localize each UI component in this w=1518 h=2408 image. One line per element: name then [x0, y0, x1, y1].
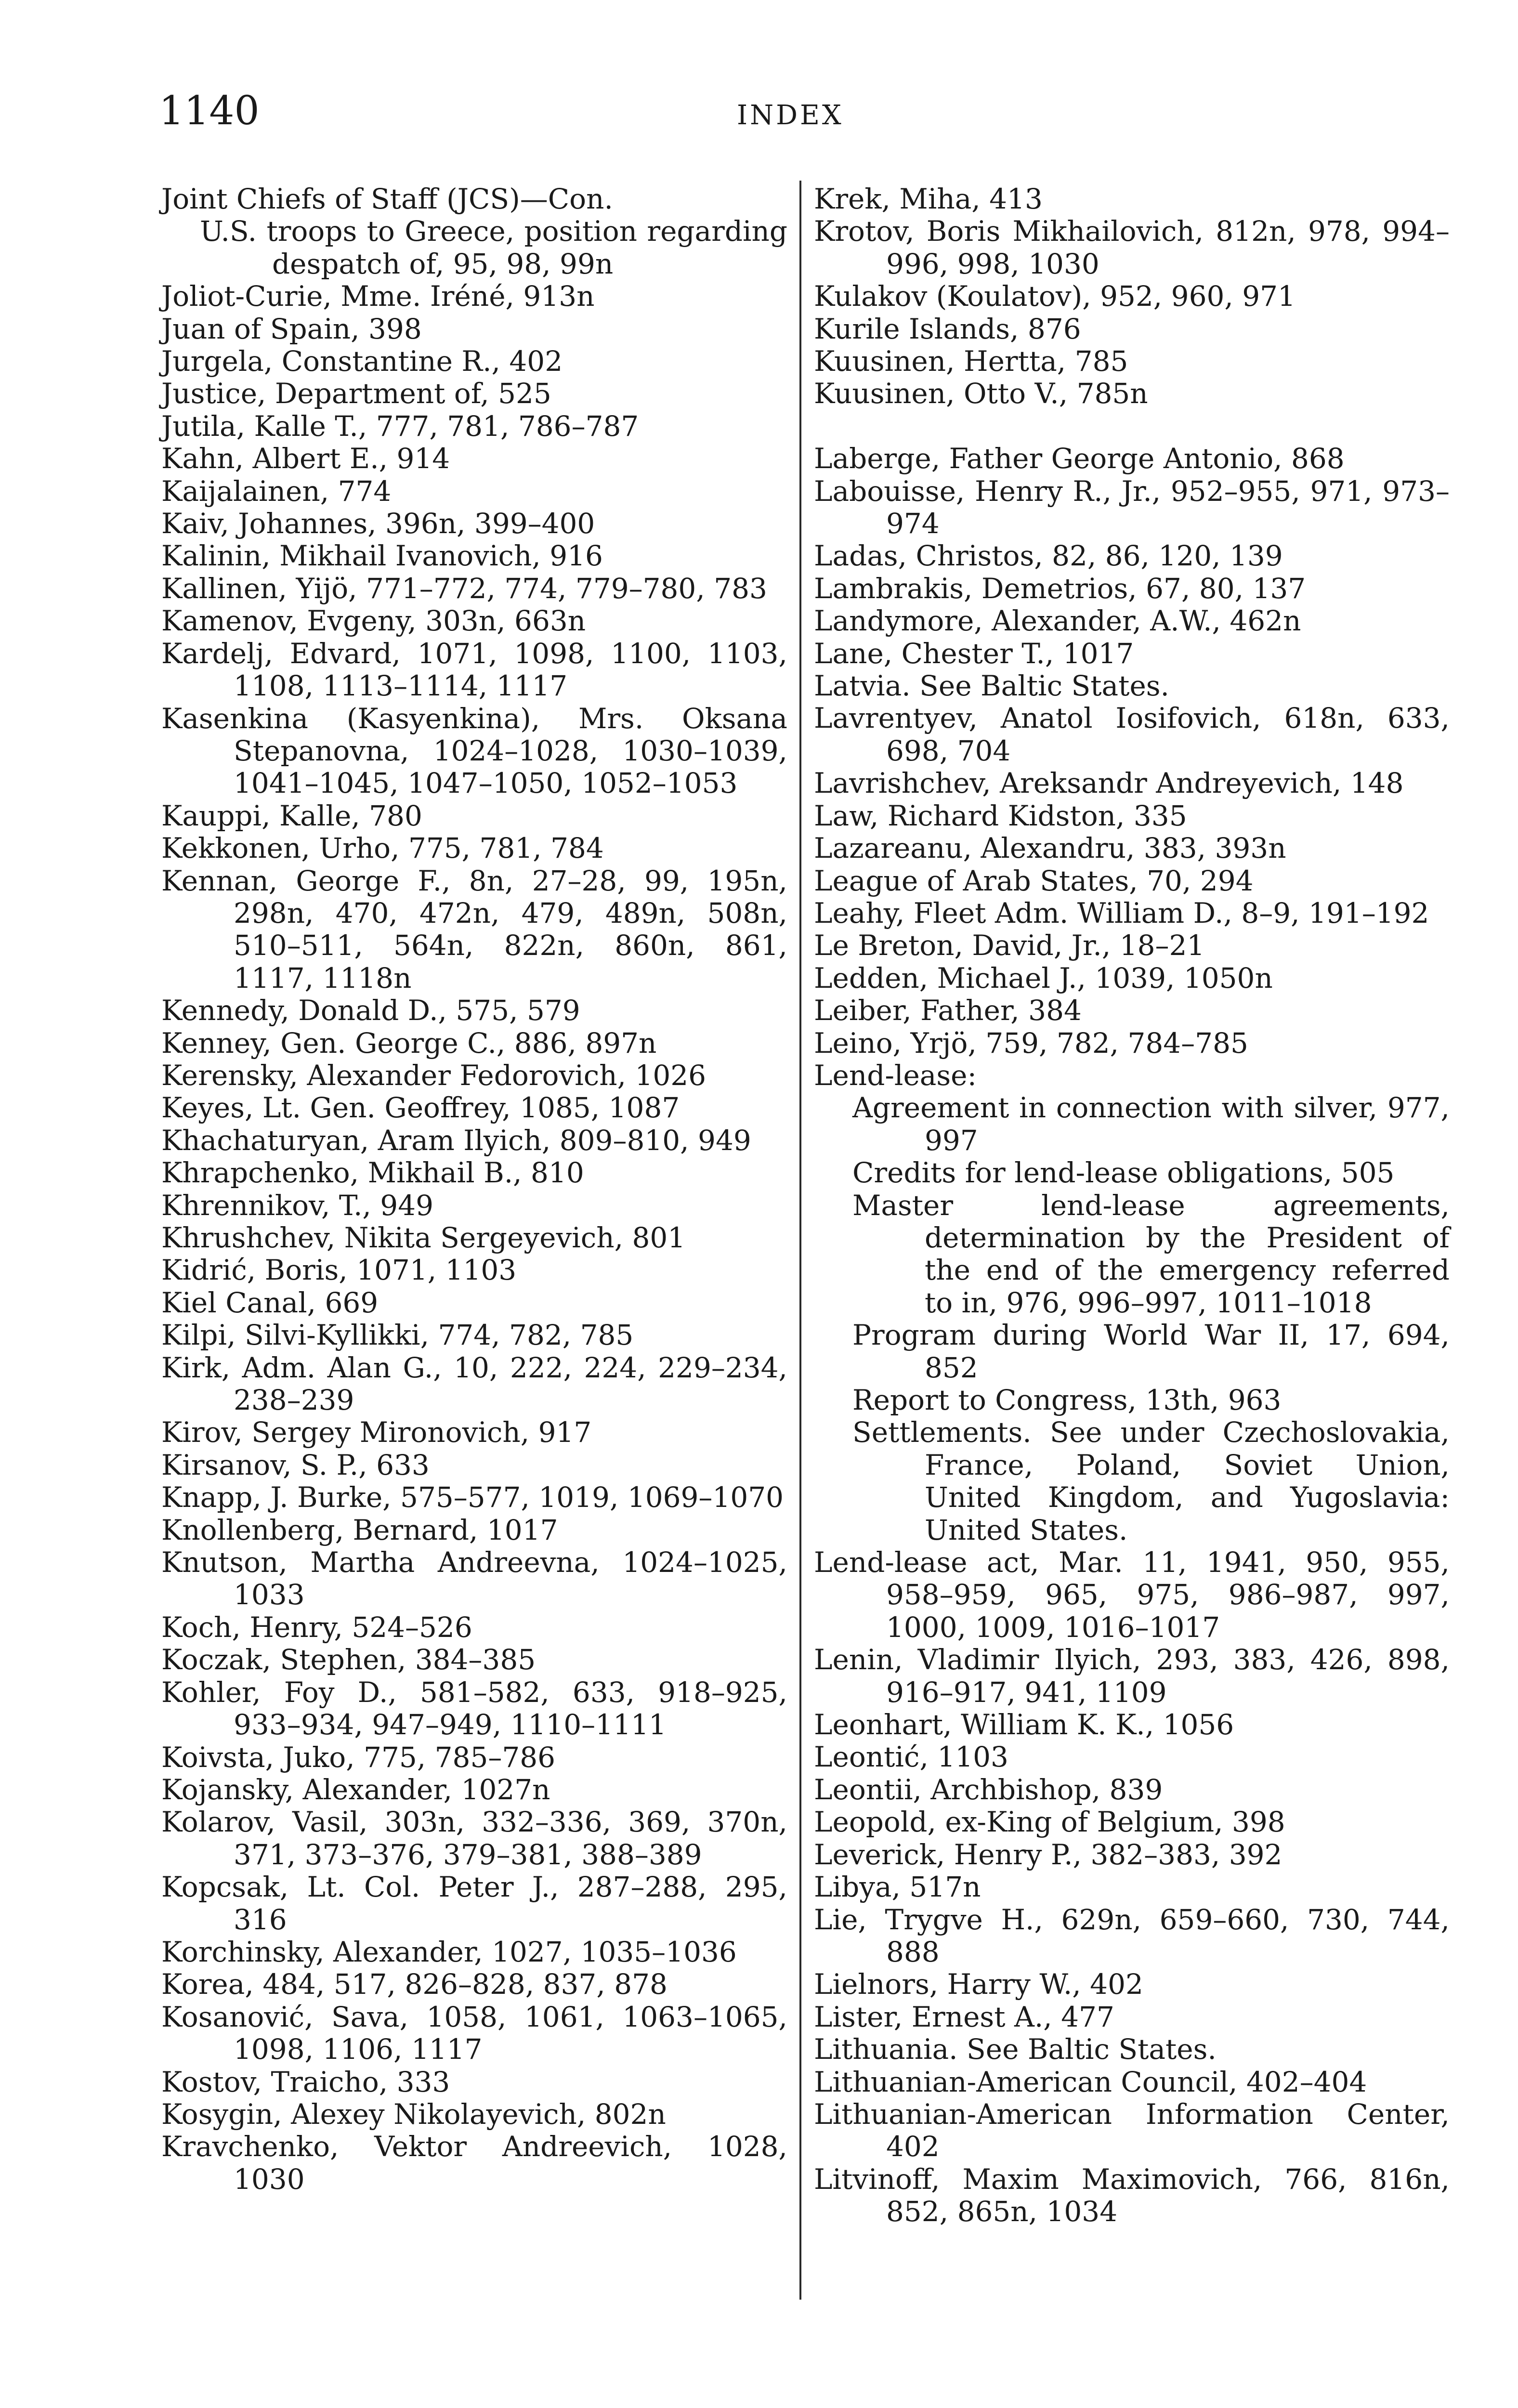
index-entry: Koch, Henry, 524–526: [161, 1610, 472, 1644]
index-entry: Lavrishchev, Areksandr Andreyevich, 148: [814, 767, 1404, 800]
index-entry: Knollenberg, Bernard, 1017: [161, 1513, 558, 1546]
index-entry: Kohler, Foy D., 581–582, 633, 918–925, 933–934, 947–949, 1110–1111: [161, 1675, 787, 1741]
index-subentry: Report to Congress, 13th, 963: [852, 1384, 1282, 1417]
index-subentry: Agreement in connection with silver, 977, 997: [852, 1091, 1450, 1157]
index-entry: Laberge, Father George Antonio, 868: [814, 442, 1345, 475]
column-divider: [799, 181, 801, 2300]
index-entry: Kirsanov, S. P., 633: [161, 1448, 430, 1481]
index-entry: Kravchenko, Vektor Andreevich, 1028, 1030: [161, 2130, 787, 2196]
index-entry: League of Arab States, 70, 294: [814, 864, 1254, 897]
running-head: INDEX: [737, 100, 844, 131]
page-number: 1140: [159, 88, 260, 134]
index-entry: Kerensky, Alexander Fedorovich, 1026: [161, 1059, 707, 1092]
index-entry: Knutson, Martha Andreevna, 1024–1025, 1033: [161, 1546, 787, 1611]
index-entry: Lielnors, Harry W., 402: [814, 1968, 1143, 2001]
index-entry: Kopcsak, Lt. Col. Peter J., 287–288, 295, 316: [161, 1871, 787, 1936]
index-entry: Kilpi, Silvi-Kyllikki, 774, 782, 785: [161, 1319, 634, 1352]
index-entry: Lenin, Vladimir Ilyich, 293, 383, 426, 898, 916–917, 941, 1109: [814, 1643, 1450, 1709]
index-entry: Kirk, Adm. Alan G., 10, 222, 224, 229–234, 238–239: [161, 1351, 787, 1417]
index-entry: Leahy, Fleet Adm. William D., 8–9, 191–192: [814, 896, 1429, 929]
index-entry: Leonhart, William K. K., 1056: [814, 1708, 1234, 1741]
index-entry: Kosanović, Sava, 1058, 1061, 1063–1065, 1098, 1106, 1117: [161, 2000, 787, 2066]
index-entry: Lavrentyev, Anatol Iosifovich, 618n, 633, 698, 704: [814, 702, 1450, 767]
index-entry: Justice, Department of, 525: [161, 377, 551, 410]
index-entry: Kuusinen, Hertta, 785: [814, 345, 1128, 378]
index-entry: Khrapchenko, Mikhail B., 810: [161, 1156, 584, 1190]
index-entry: Juan of Spain, 398: [161, 312, 422, 345]
index-entry: Latvia. See Baltic States.: [814, 669, 1169, 703]
index-entry: Ladas, Christos, 82, 86, 120, 139: [814, 539, 1283, 573]
index-entry: Leopold, ex-King of Belgium, 398: [814, 1806, 1285, 1839]
index-entry: Kurile Islands, 876: [814, 312, 1081, 345]
index-entry: Kulakov (Koulatov), 952, 960, 971: [814, 280, 1296, 313]
index-entry: Krotov, Boris Mikhailovich, 812n, 978, 994–996, 998, 1030: [814, 215, 1450, 280]
index-entry: Lie, Trygve H., 629n, 659–660, 730, 744, 888: [814, 1903, 1450, 1968]
index-entry: Khrushchev, Nikita Sergeyevich, 801: [161, 1221, 686, 1254]
index-entry: Kardelj, Edvard, 1071, 1098, 1100, 1103, 1108, 1113–1114, 1117: [161, 637, 787, 703]
index-subentry: Master lend-lease agreements, determination by the President of the end of the emergency referred to in, 976, 996–997, 1011–1018: [852, 1189, 1450, 1319]
index-entry: Kenney, Gen. George C., 886, 897n: [161, 1026, 657, 1060]
index-entry: Jurgela, Constantine R., 402: [161, 345, 563, 378]
index-subentry: Settlements. See under Czechoslovakia, France, Poland, Soviet Union, United Kingdom, and Yugoslavia: United States.: [852, 1416, 1450, 1546]
index-entry: Lithuania. See Baltic States.: [814, 2033, 1217, 2066]
index-column-right: [814, 183, 1450, 2228]
index-entry: Leino, Yrjö, 759, 782, 784–785: [814, 1026, 1248, 1060]
index-entry: Lister, Ernest A., 477: [814, 2000, 1114, 2033]
index-entry: Kalinin, Mikhail Ivanovich, 916: [161, 539, 603, 573]
index-entry: Kidrić, Boris, 1071, 1103: [161, 1254, 517, 1287]
index-entry: Landymore, Alexander, A.W., 462n: [814, 604, 1301, 638]
index-subentry: U.S. troops to Greece, position regarding despatch of, 95, 98, 99n: [200, 215, 787, 280]
index-entry: Koczak, Stephen, 384–385: [161, 1643, 536, 1676]
index-entry: Litvinoff, Maxim Maximovich, 766, 816n, 852, 865n, 1034: [814, 2162, 1450, 2228]
index-entry: Kostov, Traicho, 333: [161, 2065, 450, 2098]
index-subentry: Program during World War II, 17, 694, 852: [852, 1319, 1450, 1384]
index-entry: Kojansky, Alexander, 1027n: [161, 1773, 550, 1806]
index-subentry: Credits for lend-lease obligations, 505: [852, 1156, 1395, 1190]
index-entry: Kauppi, Kalle, 780: [161, 799, 422, 832]
index-entry: Kennedy, Donald D., 575, 579: [161, 994, 580, 1027]
index-entry: Kolarov, Vasil, 303n, 332–336, 369, 370n, 371, 373–376, 379–381, 388–389: [161, 1806, 787, 1871]
index-entry: Labouisse, Henry R., Jr., 952–955, 971, 973–974: [814, 474, 1450, 540]
index-entry: Jutila, Kalle T., 777, 781, 786–787: [161, 409, 639, 443]
index-entry: Kuusinen, Otto V., 785n: [814, 377, 1148, 410]
index-entry: Le Breton, David, Jr., 18–21: [814, 929, 1205, 962]
index-entry: Law, Richard Kidston, 335: [814, 799, 1187, 832]
index-entry: Lend-lease:: [814, 1059, 977, 1092]
index-entry: Kosygin, Alexey Nikolayevich, 802n: [161, 2097, 666, 2131]
index-entry: Kiel Canal, 669: [161, 1286, 379, 1319]
index-entry: Kekkonen, Urho, 775, 781, 784: [161, 832, 604, 865]
index-entry: Lithuanian-American Information Center, 402: [814, 2097, 1450, 2163]
index-entry: Leiber, Father, 384: [814, 994, 1082, 1027]
index-entry: Kaijalainen, 774: [161, 474, 392, 508]
index-entry: Leontić, 1103: [814, 1741, 1008, 1774]
index-entry: Kamenov, Evgeny, 303n, 663n: [161, 604, 586, 638]
index-entry: Leverick, Henry P., 382–383, 392: [814, 1838, 1282, 1871]
index-entry: Lambrakis, Demetrios, 67, 80, 137: [814, 572, 1306, 605]
index-entry: Kallinen, Yijö, 771–772, 774, 779–780, 783: [161, 572, 767, 605]
index-entry: Lane, Chester T., 1017: [814, 637, 1134, 670]
index-entry: Khachaturyan, Aram Ilyich, 809–810, 949: [161, 1124, 751, 1157]
index-entry: Joint Chiefs of Staff (JCS)—Con.: [161, 183, 613, 215]
index-column-left: [161, 183, 787, 2196]
index-entry: Kasenkina (Kasyenkina), Mrs. Oksana Stepanovna, 1024–1028, 1030–1039, 1041–1045, 1047–1050, 1052–1053: [161, 702, 787, 800]
index-entry: Lithuanian-American Council, 402–404: [814, 2065, 1367, 2098]
index-entry: Kaiv, Johannes, 396n, 399–400: [161, 507, 595, 540]
index-entry: Koivsta, Juko, 775, 785–786: [161, 1741, 556, 1774]
index-entry: Kahn, Albert E., 914: [161, 442, 450, 475]
index-entry: Ledden, Michael J., 1039, 1050n: [814, 961, 1273, 995]
index-entry: Keyes, Lt. Gen. Geoffrey, 1085, 1087: [161, 1091, 680, 1125]
index-entry: Lazareanu, Alexandru, 383, 393n: [814, 832, 1286, 865]
index-entry: Khrennikov, T., 949: [161, 1189, 433, 1222]
letter-section-gap: [814, 410, 1450, 443]
index-entry: Libya, 517n: [814, 1871, 981, 1904]
index-entry: Joliot-Curie, Mme. Iréné, 913n: [161, 280, 595, 313]
index-entry: Leontii, Archbishop, 839: [814, 1773, 1163, 1806]
index-entry: Knapp, J. Burke, 575–577, 1019, 1069–1070: [161, 1481, 784, 1514]
index-entry: Korchinsky, Alexander, 1027, 1035–1036: [161, 1935, 737, 1968]
index-entry: Krek, Miha, 413: [814, 183, 1043, 215]
index-entry: Kennan, George F., 8n, 27–28, 99, 195n, 298n, 470, 472n, 479, 489n, 508n, 510–511, 564n, 822n, 860n, 861, 1117, 1118n: [161, 864, 787, 995]
index-entry: Lend-lease act, Mar. 11, 1941, 950, 955, 958–959, 965, 975, 986–987, 997, 1000, 1009, 1016–1017: [814, 1546, 1450, 1644]
index-entry: Korea, 484, 517, 826–828, 837, 878: [161, 1968, 667, 2001]
index-entry: Kirov, Sergey Mironovich, 917: [161, 1416, 592, 1449]
